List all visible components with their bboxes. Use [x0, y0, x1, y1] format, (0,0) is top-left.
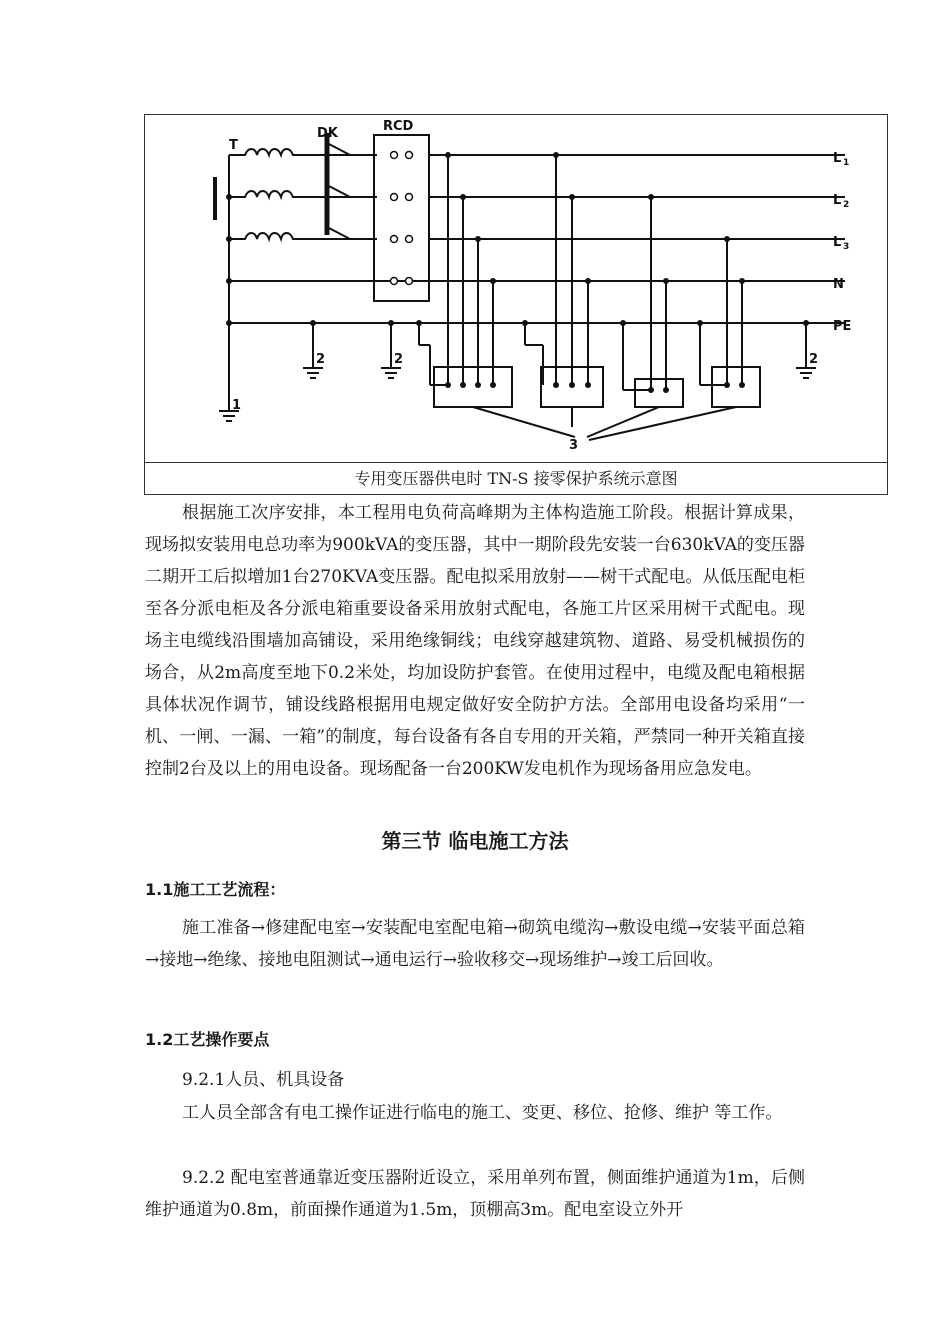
pe-label: PE [833, 319, 852, 334]
rcd-label: RCD [383, 119, 414, 134]
paragraph-personnel: 工人员全部含有电工操作证进行临电的施工、变更、移位、抢修、维护 等工作。 [182, 1103, 783, 1123]
ground-1-label: 1 [232, 398, 242, 413]
heading-1-2: 1.2工艺操作要点 [145, 1030, 270, 1049]
ground-2b-label: 2 [394, 352, 404, 367]
item-9-2-1: 9.2.1人员、机具设备 [182, 1070, 345, 1090]
section-title: 第三节 临电施工方法 [381, 829, 569, 853]
dk-switch-label: DK [317, 126, 338, 141]
ground-2c-label: 2 [809, 352, 819, 367]
distribution-box-label: 3 [569, 438, 579, 453]
heading-1-1: 1.1施工工艺流程： [145, 880, 286, 899]
l1-label: L [833, 151, 842, 166]
l2-label: L [833, 193, 842, 208]
figure-caption: 专用变压器供电时 TN-S 接零保护系统示意图 [145, 462, 887, 496]
transformer-label: T [229, 138, 238, 153]
l2-subscript: 2 [843, 200, 850, 210]
l3-label: L [833, 235, 842, 250]
paragraph-distribution-room: 9.2.2 配电室普通靠近变压器附近设立，采用单列布置，侧面维护通道为1m，后侧维护通道为0.8m，前面操作通道为1.5m，顶棚高3m。配电室设立外开 [145, 1168, 805, 1220]
tn-s-wiring-diagram [145, 115, 887, 461]
wiring-diagram-figure [144, 114, 888, 495]
l3-subscript: 3 [843, 242, 850, 252]
n-label: N [833, 277, 844, 292]
ground-2a-label: 2 [316, 352, 326, 367]
paragraph-process-flow: 施工准备→修建配电室→安装配电室配电箱→砌筑电缆沟→敷设电缆→安装平面总箱→接地→绝缘、接地电阻测试→通电运行→验收移交→现场维护→竣工后回收。 [145, 918, 805, 970]
l1-subscript: 1 [843, 158, 850, 168]
paragraph-load-plan: 根据施工次序安排，本工程用电负荷高峰期为主体构造施工阶段。根据计算成果，现场拟安装用电总功率为900kVA的变压器，其中一期阶段先安装一台630kVA的变压器二期开工后拟增加1台270KVA变压器。配电拟采用放射——树干式配电。从低压配电柜至各分派电柜及各分派电箱重要设备采用放射式配电，各施工片区采用树干式配电。现场主电缆线沿围墙加高铺设，采用绝缘铜线；电线穿越建筑物、道路、易受机械损伤的场合，从2m高度至地下0.2米处，均加设防护套管。在使用过程中，电缆及配电箱根据具体状况作调节，铺设线路根据用电规定做好安全防护方法。全部用电设备均采用“一机、一闸、一漏、一箱”的制度，每台设备有各自专用的开关箱，严禁同一种开关箱直接控制2台及以上的用电设备。现场配备一台200KW发电机作为现场备用应急发电。 [145, 503, 805, 779]
